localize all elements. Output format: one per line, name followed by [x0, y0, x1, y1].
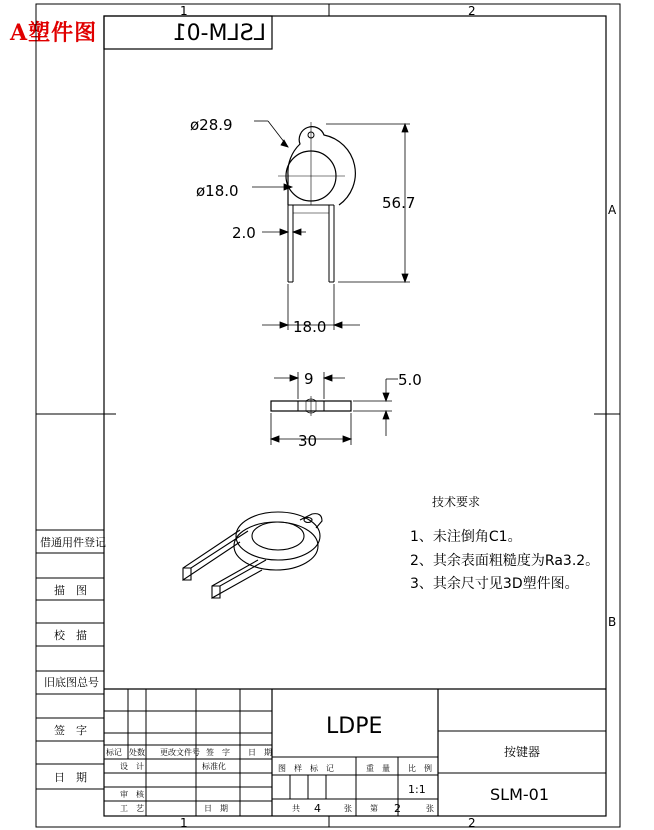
- left-label-1: 借通用件登记: [40, 536, 106, 549]
- zone-top-2: 2: [468, 4, 476, 18]
- left-label-2: 描 图: [54, 584, 87, 597]
- stage-header-3: 比 例: [408, 764, 432, 773]
- tech-item-2: 2、其余表面粗糙度为Ra3.2。: [410, 553, 600, 569]
- isometric-view: [183, 512, 322, 598]
- dim-height-label: 56.7: [382, 194, 416, 212]
- rev-header-4: 签 字: [206, 748, 230, 757]
- zone-bottom-2: 2: [468, 816, 476, 830]
- left-label-6: 日 期: [54, 771, 87, 784]
- mirrored-code: LSLM-01: [172, 21, 266, 46]
- dim-plate-thickness-label: 5.0: [398, 371, 422, 389]
- outer-frame: [36, 4, 620, 827]
- dim-outer-diameter: [254, 121, 288, 147]
- tech-item-1: 1、未注倒角C1。: [410, 529, 522, 545]
- dim-thickness-label: 2.0: [232, 224, 256, 242]
- approve-label: 日 期: [204, 804, 228, 813]
- sheet-index: 2: [394, 802, 401, 815]
- mirrored-code-group: [173, 21, 266, 46]
- left-side-column: [36, 530, 104, 789]
- sheets-total: 4: [314, 802, 321, 815]
- sheets-label: 共: [292, 804, 300, 813]
- sheet-label: 第: [370, 804, 378, 813]
- dim-span-label: 18.0: [293, 318, 327, 336]
- sign-row-2: 审 核: [120, 790, 144, 799]
- rev-header-1: 标记: [106, 748, 122, 757]
- dim-plate-width-label: 30: [298, 432, 318, 450]
- left-label-3: 校 描: [54, 629, 87, 642]
- dim-slot-width-label: 9: [304, 370, 314, 388]
- left-label-4: 旧底图总号: [44, 676, 99, 689]
- sign-row-1: 设 计: [120, 762, 144, 771]
- sheet-unit-1: 张: [344, 804, 352, 813]
- front-view: [278, 122, 355, 282]
- part-name: 按键器: [504, 745, 541, 759]
- red-drawing-title: A塑件图: [10, 20, 98, 46]
- inner-frame: [104, 16, 606, 816]
- left-label-5: 签 字: [54, 724, 87, 737]
- dim-outer-diameter-label: ø28.9: [190, 116, 233, 134]
- zone-right-a: A: [608, 203, 617, 217]
- dim-inner-diameter-label: ø18.0: [196, 182, 239, 200]
- sheet-unit-2: 张: [426, 804, 434, 813]
- material: LDPE: [326, 714, 383, 739]
- rev-header-2: 处数: [129, 748, 145, 757]
- zone-bottom-1: 1: [180, 816, 188, 830]
- scale-value: 1:1: [408, 783, 426, 796]
- standardize-label: 标准化: [202, 762, 226, 771]
- rev-header-5: 日 期: [248, 748, 272, 757]
- dim-inner-diameter: [252, 184, 292, 190]
- tech-heading: 技术要求: [432, 495, 481, 509]
- stage-header-1: 图 样 标 记: [278, 764, 334, 773]
- sign-row-3: 工 艺: [120, 804, 144, 813]
- drawing-number: SLM-01: [490, 785, 550, 804]
- tech-item-3: 3、其余尺寸见3D塑件图。: [410, 576, 579, 592]
- stage-header-2: 重 量: [366, 764, 390, 773]
- zone-top-1: 1: [180, 4, 188, 18]
- dim-thickness: [262, 229, 306, 235]
- dim-plate-thickness: [353, 379, 398, 436]
- side-view: [271, 396, 351, 416]
- zone-right-b: B: [608, 615, 617, 629]
- rev-header-3: 更改文件号: [160, 748, 200, 757]
